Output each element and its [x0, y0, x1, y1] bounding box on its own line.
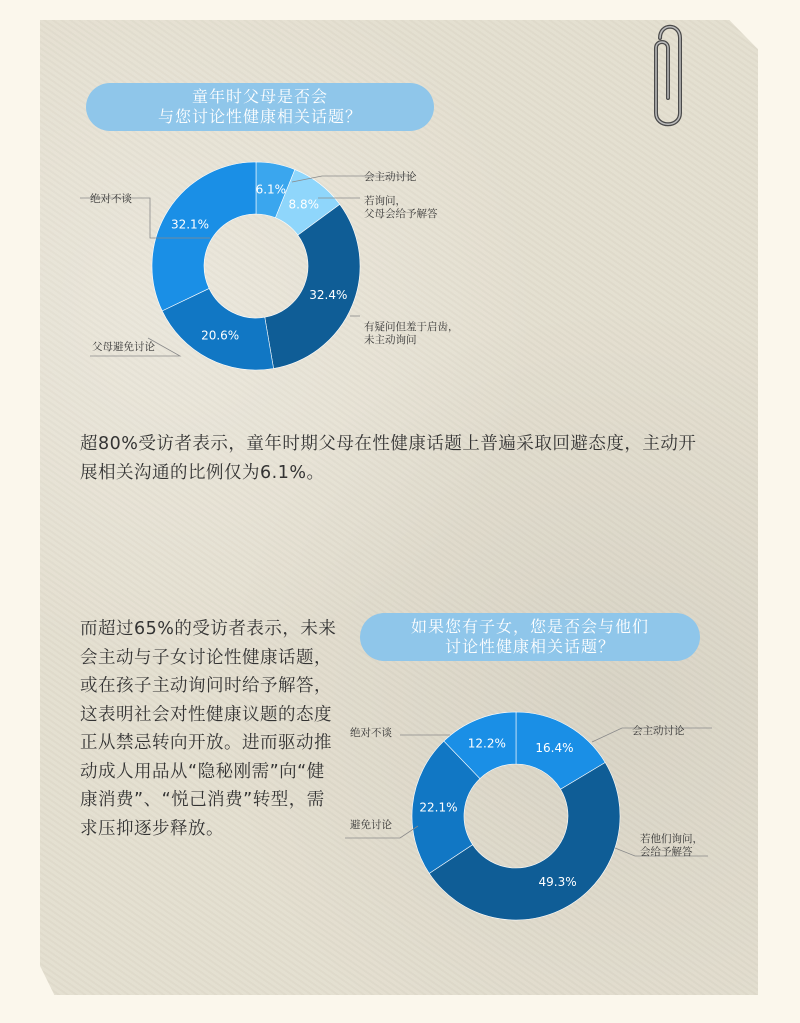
chart-2-value-label-2: 22.1% — [419, 800, 458, 815]
chart-1-label-shy-text: 有疑问但羞于启齿， — [364, 321, 459, 333]
chart-1-label-never: 绝对不谈 — [90, 193, 132, 205]
chart-2-label-answer — [640, 832, 706, 858]
chart-2-label-never: 绝对不谈 — [350, 727, 392, 739]
question-banner-2 — [360, 613, 700, 661]
chart-1-label-if-asked — [364, 194, 438, 220]
paragraph-1: 超80%受访者表示，童年时期父母在性健康话题上普遍采取回避态度，主动开展相关沟通的比例仅为6.1%。 — [80, 434, 697, 483]
paragraph-2: 而超过65%的受访者表示，未来会主动与子女讨论性健康话题，或在孩子主动询问时给予解答，这表明社会对性健康议题的态度正从禁忌转向开放。进而驱动推动成人用品从“隐秘刚需”向“健康消费”、“悦己消费”转型，需求压抑逐步释放。 — [80, 619, 337, 839]
chart-1-label-shy — [364, 320, 462, 346]
question-banner-1 — [86, 83, 434, 131]
chart-1-value-label-0: 6.1% — [255, 182, 287, 197]
question-2-line-2: 讨论性健康相关话题？ — [444, 637, 615, 656]
chart-2-label-answer-text-2: 会给予解答 — [640, 846, 693, 858]
chart-2-value-label-3: 12.2% — [467, 736, 506, 751]
chart-2-value-label-0: 16.4% — [535, 741, 574, 756]
chart-1-label-if-asked-text-2: 父母会给予解答 — [364, 208, 438, 220]
chart-1-value-label-4: 32.1% — [170, 217, 210, 232]
chart-1-label-avoid: 父母避免讨论 — [92, 341, 155, 353]
chart-1-value-label-2: 32.4% — [309, 288, 348, 303]
chart-1-value-label-3: 20.6% — [201, 328, 240, 343]
question-2-line-1: 如果您有子女，您是否会与他们 — [410, 617, 649, 636]
chart-1-label-active: 会主动讨论 — [364, 171, 417, 183]
question-1-line-1: 童年时父母是否会 — [191, 87, 328, 106]
chart-2-value-label-1: 49.3% — [538, 874, 577, 889]
chart-1-slice-4 — [152, 162, 256, 311]
chart-1-label-if-asked-text: 若询问， — [364, 195, 406, 207]
donut-chart-future — [340, 690, 740, 940]
chart-1-slice-2 — [265, 204, 360, 368]
chart-2-label-answer-text: 若他们询问， — [640, 833, 703, 845]
chart-1-label-shy-text-2: 未主动询问 — [364, 334, 417, 346]
chart-2-label-avoid: 避免讨论 — [350, 819, 392, 831]
chart-1-value-label-1: 8.8% — [288, 197, 320, 212]
donut-chart-childhood — [60, 150, 500, 400]
question-1-line-2: 与您讨论性健康相关话题？ — [157, 107, 362, 126]
chart-2-label-active: 会主动讨论 — [632, 725, 685, 737]
paperclip-icon — [630, 18, 690, 138]
